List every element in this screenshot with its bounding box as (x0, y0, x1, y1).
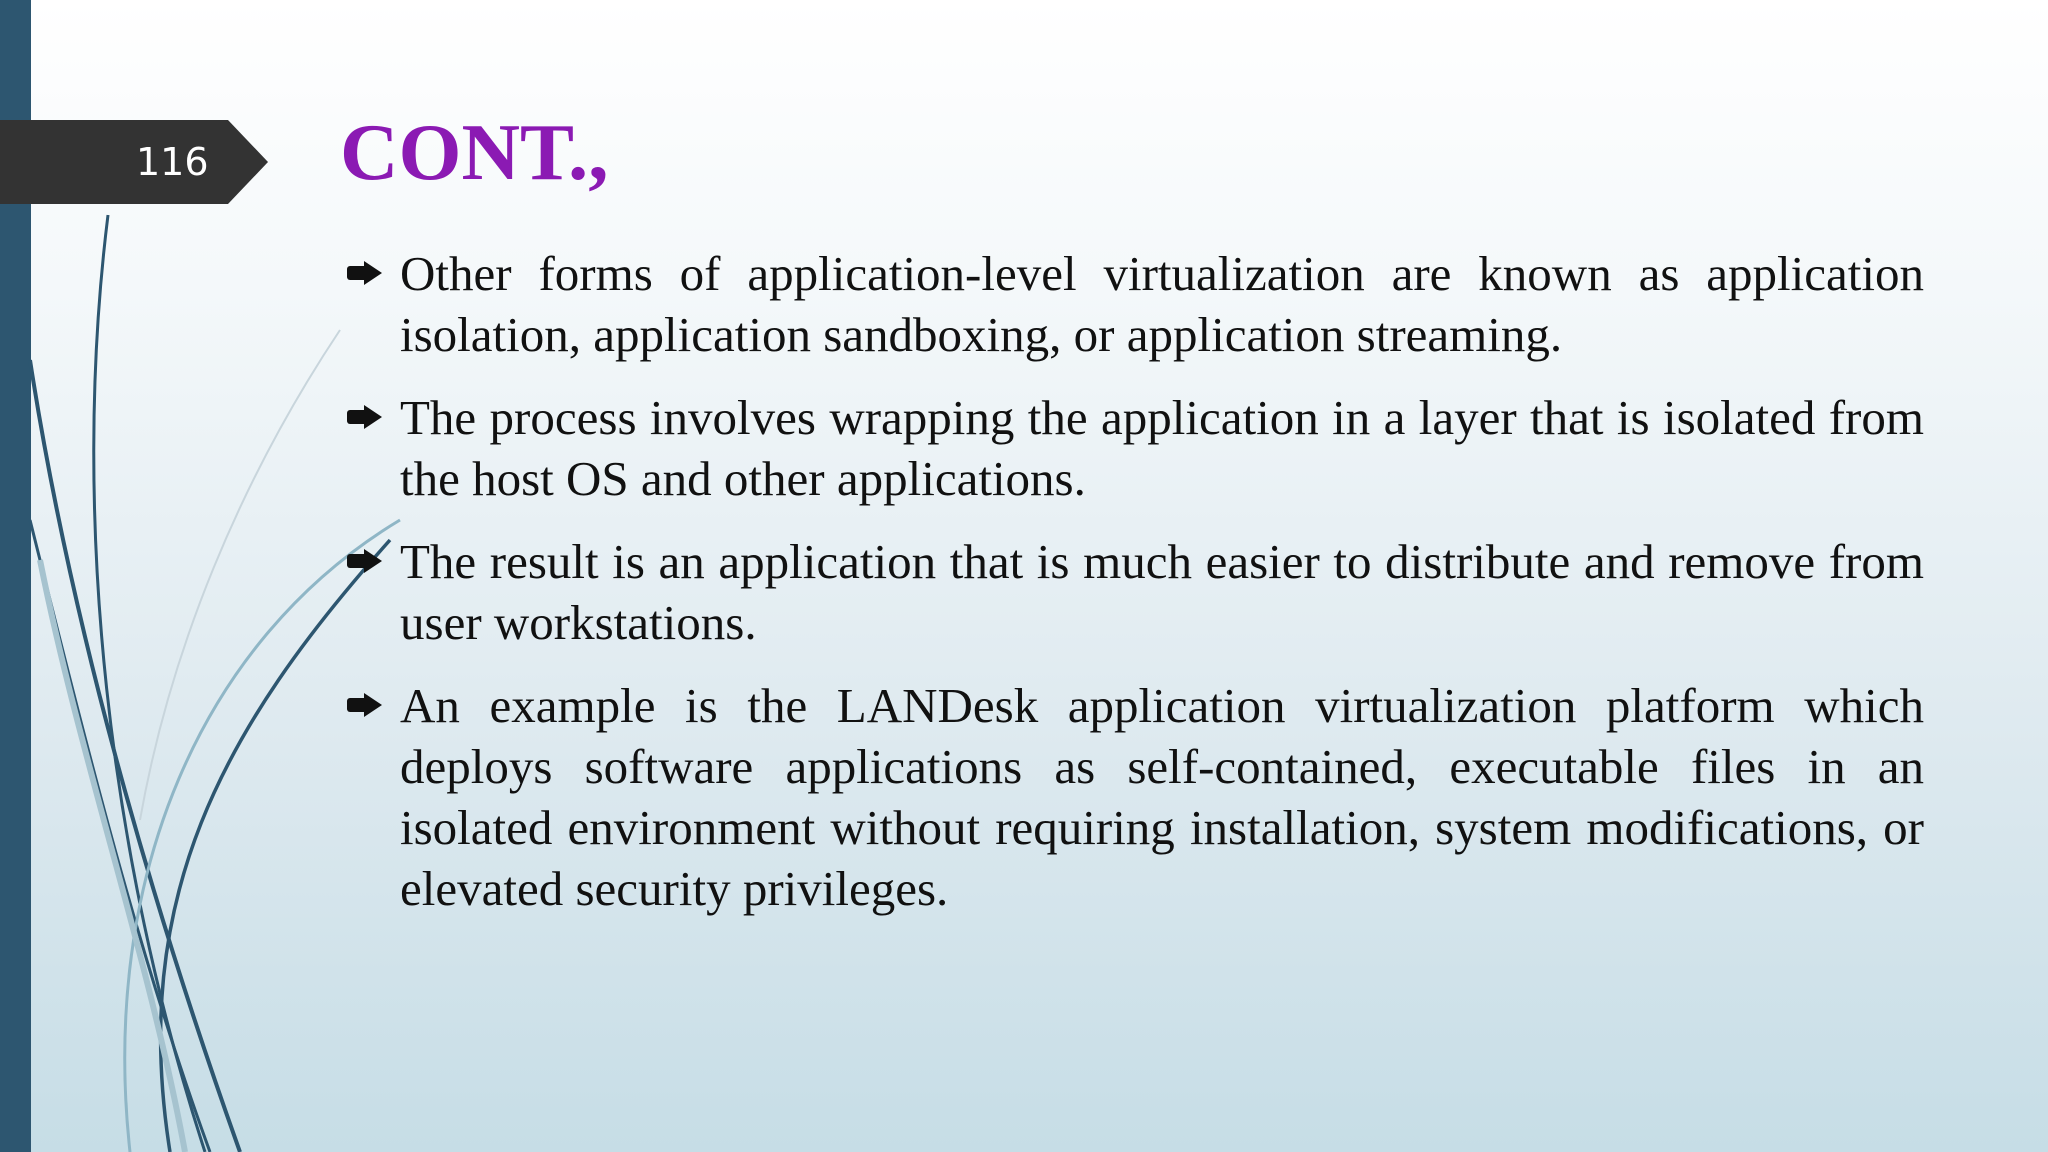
arrow-right-icon (344, 260, 384, 286)
arrow-right-icon (344, 548, 384, 574)
page-number: 116 (136, 140, 209, 184)
arrow-right-icon (344, 404, 384, 430)
list-item (344, 531, 1924, 653)
arrow-right-icon (344, 692, 384, 718)
bullet-text: The result is an application that is much easier to distribute and remove from user workstations. (400, 534, 1924, 650)
list-item (344, 675, 1924, 919)
bullet-text: Other forms of application-level virtualization are known as application isolation, application sandboxing, or application streaming. (400, 246, 1924, 362)
list-item (344, 387, 1924, 509)
bullet-list (344, 243, 1924, 941)
bullet-text: An example is the LANDesk application virtualization platform which deploys software applications as self-contained, executable files in an isolated environment without requiring installation, system modifications, or elevated security privileges. (400, 678, 1924, 916)
slide-title: CONT., (340, 107, 609, 197)
list-item (344, 243, 1924, 365)
bullet-text: The process involves wrapping the application in a layer that is isolated from the host OS and other applications. (400, 390, 1924, 506)
